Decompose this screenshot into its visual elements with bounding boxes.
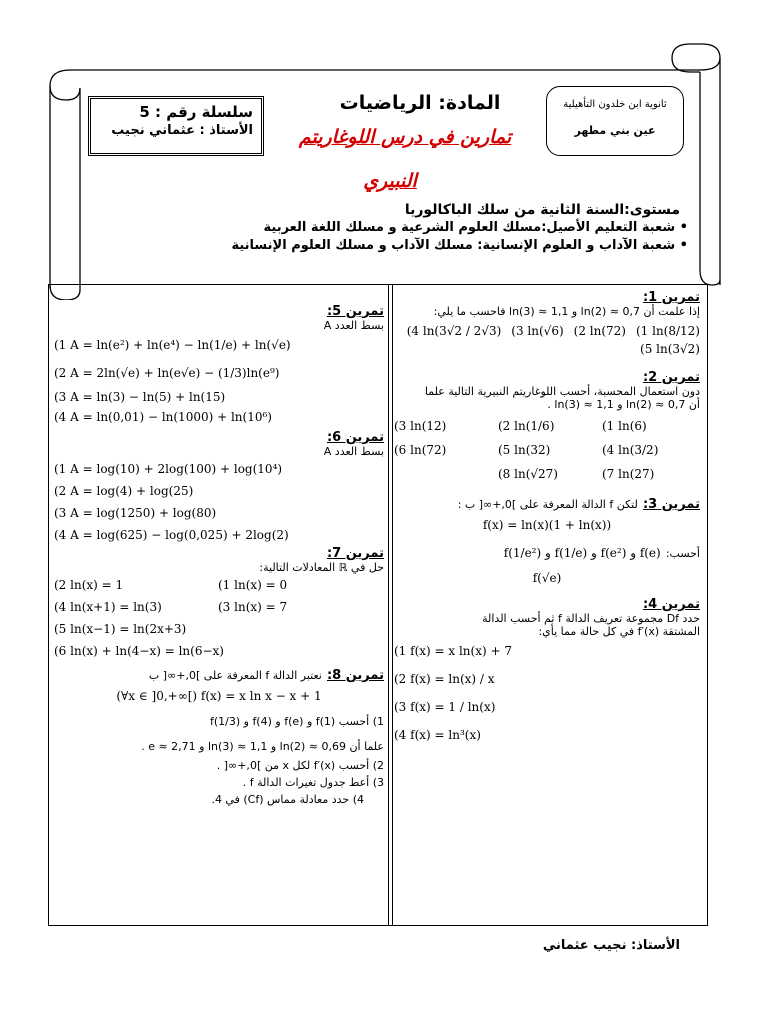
ex5-text: بسط العدد A — [323, 319, 384, 332]
ex8-text: نعتبر الدالة f المعرفة على ]0,+∞[ ب — [148, 669, 322, 682]
ex8-q3: 3) أعط جدول تغيرات الدالة f . — [242, 776, 384, 789]
ex3-text: لتكن f الدالة المعرفة على ]0,+∞[ ب : — [457, 498, 638, 511]
ex3-title: تمرين 3: — [642, 497, 700, 512]
ex2-text-1: دون استعمال المحسبة، أحسب اللوغاريتم النبيرية التالية علما — [424, 385, 700, 398]
ex8-title: تمرين 8: — [326, 668, 384, 683]
ex6-item-1: (1 A = log(10) + 2log(100) + log(10⁴) — [54, 462, 283, 476]
ex3-formula: f(x) = ln(x)(1 + ln(x)) — [482, 518, 612, 532]
ex7-item-5: (5 ln(x−1) = ln(2x+3) — [54, 622, 187, 636]
ex7-item-6: (6 ln(x) + ln(4−x) = ln(6−x) — [54, 644, 224, 658]
lesson-title-line1: تمارين في درس اللوغاريتم — [298, 126, 512, 148]
ex6-items — [54, 462, 384, 542]
ex3-compute: f(e) و f(e²) و f(1/e) و f(1/e²) — [503, 546, 661, 560]
ex2-text-2: أن ln(2) ≈ 0,7 و ln(3) ≈ 1,1 . — [547, 398, 700, 411]
ex4-text-2: المشتقة f′(x) في كل حالة مما يأي: — [538, 625, 700, 638]
left-column — [54, 304, 384, 806]
series-box — [88, 96, 264, 156]
ex4-item-1: (1 f(x) = x ln(x) + 7 — [394, 644, 512, 658]
ex7-item-2: (2 ln(x) = 1 — [54, 578, 124, 592]
ex2-item-7: (7 ln(27) — [602, 467, 655, 481]
ex8-q1: 1) أحسب f(1) و f(e) و f(4) و f(1/3) — [209, 715, 384, 728]
ex1-item-5: (5 ln(3√2) — [640, 342, 700, 356]
ex8-header — [54, 664, 384, 683]
ex4-item-3: (3 f(x) = 1 / ln(x) — [394, 700, 496, 714]
ex7-text: حل في ℝ المعادلات التالية: — [259, 561, 384, 574]
ex6-item-4: (4 A = log(625) − log(0,025) + 2log(2) — [54, 528, 289, 542]
ex2-item-4: (4 ln(3/2) — [602, 443, 659, 457]
ex2-item-6: (6 ln(72) — [394, 443, 447, 457]
ex3-compute-row — [394, 542, 700, 561]
ex3-compute-label: أحسب: — [665, 547, 700, 560]
branch-1: • شعبة التعليم الأصيل:مسلك العلوم الشرعية و مسلك اللغة العربية — [263, 220, 688, 235]
ex4-title: تمرين 4: — [642, 597, 700, 612]
ex4-item-4: (4 f(x) = ln³(x) — [394, 728, 481, 742]
ex1-item-4: (4 ln(3√2 / 2√3) — [406, 324, 502, 338]
school-box — [546, 86, 684, 156]
footer-teacher: الأستاذ: نجيب عثماني — [542, 938, 680, 953]
ex4-text-1: حدد Df مجموعة تعريف الدالة f ثم أحسب الدالة — [482, 612, 700, 625]
ex8-note: علما أن ln(2) ≈ 0,69 و ln(3) ≈ 1,1 و e ≈ 2,71 . — [141, 740, 384, 753]
ex7-items — [54, 578, 384, 658]
ex5-item-3: (3 A = ln(3) − ln(5) + ln(15) — [54, 390, 226, 404]
ex6-item-2: (2 A = log(4) + log(25) — [54, 484, 194, 498]
ex5-item-4: (4 A = ln(0,01) − ln(1000) + ln(10⁶) — [54, 410, 272, 424]
ex4-items — [394, 644, 700, 742]
ex1-item-3: (3 ln(√6) — [511, 324, 564, 338]
ex8-q4: 4) حدد معادلة مماس (Cf) في 4. — [211, 793, 364, 806]
ex2-title: تمرين 2: — [642, 370, 700, 385]
ex5-items — [54, 338, 384, 424]
ex1-text: إذا علمت أن ln(2) ≈ 0,7 و ln(3) ≈ 1,1 فاحسب ما يلي: — [433, 305, 700, 318]
ex2-item-5: (5 ln(32) — [498, 443, 551, 457]
ex2-item-8: (8 ln(√27) — [498, 467, 558, 481]
ex3-compute-2: f(√e) — [532, 571, 562, 585]
right-column — [394, 290, 700, 742]
ex4-item-2: (2 f(x) = ln(x) / x — [394, 672, 495, 686]
ex2-item-2: (2 ln(1/6) — [498, 419, 555, 433]
branch-2: • شعبة الآداب و العلوم الإنسانية: مسلك الآداب و مسلك العلوم الإنسانية — [231, 238, 688, 253]
ex1-title: تمرين 1: — [642, 290, 700, 305]
column-divider — [388, 284, 393, 926]
subject-title: المادة: الرياضيات — [339, 92, 501, 114]
series-number: سلسلة رقم : 5 — [139, 103, 253, 121]
ex7-title: تمرين 7: — [326, 546, 384, 561]
level-line: مستوى:السنة الثانية من سلك الباكالوريا — [404, 202, 680, 218]
ex6-title: تمرين 6: — [326, 430, 384, 445]
ex6-text: بسط العدد A — [323, 445, 384, 458]
school-name: ثانوية ابن خلدون التأهيلية — [563, 99, 667, 110]
ex1-items — [394, 324, 700, 356]
ex6-item-3: (3 A = log(1250) + log(80) — [54, 506, 217, 520]
ex5-item-2: (2 A = 2ln(√e) + ln(e√e) − (1/3)ln(e⁹) — [54, 366, 280, 380]
ex7-item-4: (4 ln(x+1) = ln(3) — [54, 600, 162, 614]
ex1-item-2: (2 ln(72) — [573, 324, 626, 338]
ex7-item-3: (3 ln(x) = 7 — [218, 600, 288, 614]
ex3-header — [394, 493, 700, 512]
ex8-q2: 2) أحسب f′(x) لكل x من ]0,+∞[ . — [216, 759, 384, 772]
ex2-items — [394, 419, 700, 481]
ex1-item-1: (1 ln(8/12) — [635, 324, 700, 338]
ex2-item-1: (1 ln(6) — [602, 419, 647, 433]
lesson-title-line2: النبيري — [363, 170, 417, 192]
ex5-title: تمرين 5: — [326, 304, 384, 319]
ex8-formula: (∀x ∈ ]0,+∞[) f(x) = x ln x − x + 1 — [116, 689, 322, 703]
ex7-item-1: (1 ln(x) = 0 — [218, 578, 288, 592]
teacher-label: الأستاذ : عثماني نجيب — [111, 123, 253, 138]
school-city: عين بني مطهر — [574, 124, 656, 137]
ex2-item-3: (3 ln(12) — [394, 419, 447, 433]
ex5-item-1: (1 A = ln(e²) + ln(e⁴) − ln(1/e) + ln(√e) — [54, 338, 291, 352]
